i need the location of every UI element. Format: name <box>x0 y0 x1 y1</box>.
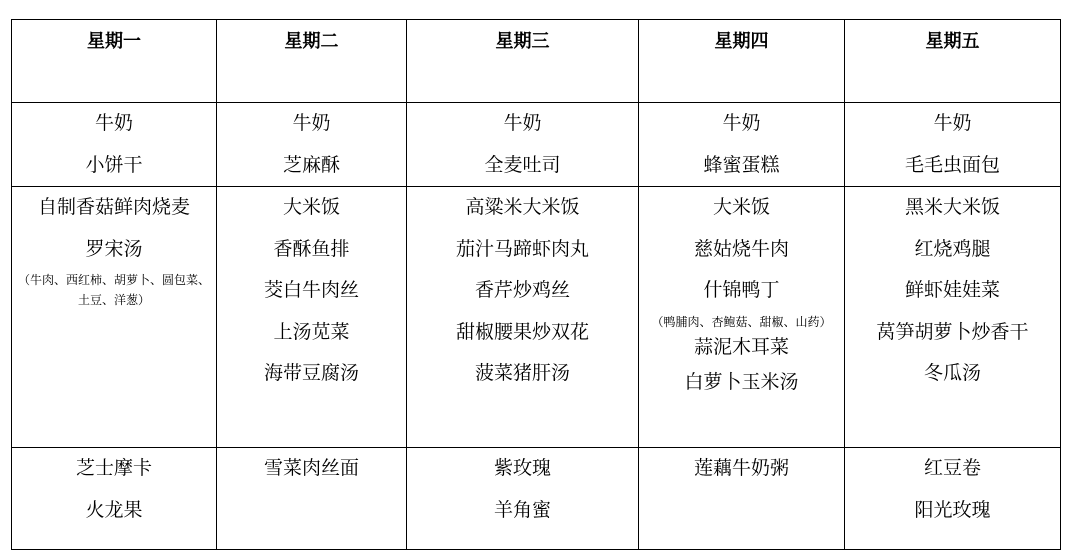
menu-item: 芝麻酥 <box>282 153 340 176</box>
menu-item: 蒜泥木耳菜 <box>693 335 789 358</box>
menu-item: 牛奶 <box>503 112 542 134</box>
menu-item: 牛奶 <box>94 112 133 134</box>
menu-item: 高粱米大米饭 <box>465 196 580 218</box>
menu-item: 蜂蜜蛋糕 <box>703 153 780 176</box>
menu-item: 白萝卜玉米汤 <box>684 370 799 393</box>
menu-item: 菠菜猪肝汤 <box>474 362 570 384</box>
breakfast-row <box>12 103 1061 187</box>
lunch-mon <box>12 187 217 448</box>
breakfast-thu <box>639 103 845 187</box>
ingredient-note: （鸭脯肉、杏鲍菇、甜椒、山药） <box>651 314 832 329</box>
menu-item: 香酥鱼排 <box>273 237 350 260</box>
menu-item: 紫玫瑰 <box>493 457 551 479</box>
menu-item: 牛奶 <box>722 112 761 134</box>
menu-item: 黑米大米饭 <box>904 196 1000 218</box>
menu-item: 罗宋汤 <box>85 237 143 260</box>
menu-item: 慈姑烧牛肉 <box>693 237 789 260</box>
menu-item: 茄汁马蹄虾肉丸 <box>455 237 589 260</box>
breakfast-mon <box>12 103 217 187</box>
snack-fri <box>845 448 1061 550</box>
day-header-mon: 星期一 <box>12 20 217 103</box>
menu-item: 自制香菇鲜肉烧麦 <box>37 196 190 218</box>
menu-item: 全麦吐司 <box>484 153 561 176</box>
breakfast-fri <box>845 103 1061 187</box>
snack-row <box>12 448 1061 550</box>
weekly-menu-table <box>11 19 1061 550</box>
menu-item: 红豆卷 <box>923 457 981 479</box>
menu-item: 冬瓜汤 <box>923 362 981 384</box>
day-header-wed: 星期三 <box>407 20 639 103</box>
menu-item: 香芹炒鸡丝 <box>474 279 570 301</box>
lunch-wed <box>407 187 639 448</box>
menu-item: 雪菜肉丝面 <box>263 457 359 479</box>
snack-tue <box>217 448 407 550</box>
menu-item: 茭白牛肉丝 <box>263 279 359 301</box>
menu-item: 牛奶 <box>292 112 331 134</box>
header-row <box>12 20 1061 103</box>
menu-item: 牛奶 <box>933 112 972 134</box>
menu-item: 大米饭 <box>282 196 340 218</box>
menu-item: 火龙果 <box>85 498 143 521</box>
menu-item: 芝士摩卡 <box>75 457 152 479</box>
snack-wed <box>407 448 639 550</box>
day-header-fri: 星期五 <box>845 20 1061 103</box>
breakfast-wed <box>407 103 639 187</box>
menu-item: 莲藕牛奶粥 <box>693 457 789 479</box>
lunch-thu <box>639 187 845 448</box>
menu-item: 大米饭 <box>712 196 770 218</box>
menu-item: 红烧鸡腿 <box>914 237 991 260</box>
snack-thu <box>639 448 845 550</box>
menu-item: 毛毛虫面包 <box>904 153 1000 176</box>
day-header-tue: 星期二 <box>217 20 407 103</box>
menu-item: 什锦鸭丁 <box>703 279 780 301</box>
menu-item: 阳光玫瑰 <box>914 498 991 521</box>
ingredient-note: （牛肉、西红柿、胡萝卜、圆包菜、土豆、洋葱） <box>18 273 211 307</box>
menu-item: 莴笋胡萝卜炒香干 <box>876 320 1029 343</box>
menu-item: 小饼干 <box>85 153 143 176</box>
menu-item: 鲜虾娃娃菜 <box>904 279 1000 301</box>
lunch-fri <box>845 187 1061 448</box>
breakfast-tue <box>217 103 407 187</box>
menu-item: 上汤苋菜 <box>273 320 350 343</box>
menu-item: 甜椒腰果炒双花 <box>455 320 589 343</box>
lunch-row <box>12 187 1061 448</box>
snack-mon <box>12 448 217 550</box>
lunch-tue <box>217 187 407 448</box>
menu-item: 海带豆腐汤 <box>263 362 359 384</box>
day-header-thu: 星期四 <box>639 20 845 103</box>
menu-item: 羊角蜜 <box>493 498 551 521</box>
